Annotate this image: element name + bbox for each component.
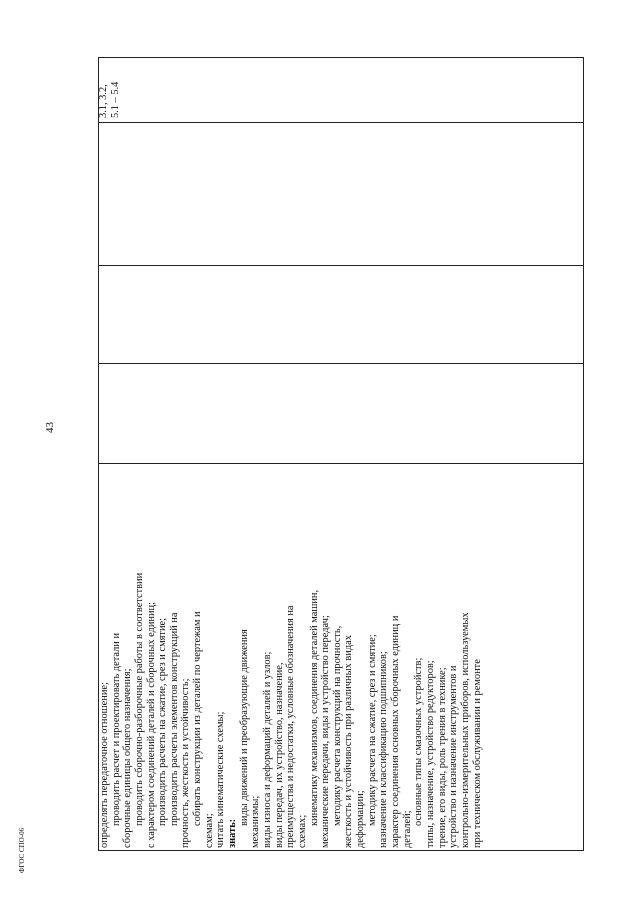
text-line: с характером соединений деталей и сборочных единиц; [145, 601, 157, 848]
text-line: деталей; [401, 810, 413, 848]
text-line: определять передаточное отношение; [99, 682, 110, 848]
text-line: трение, его виды, роль трения в технике; [436, 667, 448, 848]
text-line: методику расчета конструкций на прочность, [331, 625, 343, 826]
text-line: основные типы смазочных устройств; [413, 657, 425, 826]
text-line: назначение и классификацию подшипников; [378, 651, 390, 848]
text-line: контрольно-измерительных приборов, используемых [459, 612, 471, 848]
text-line: виды движений и преобразующие движения [238, 629, 250, 826]
text-line: производить расчеты элементов конструкций на [168, 612, 180, 826]
reference-line-1: 3.1, 3.2, [98, 84, 109, 118]
table-border-bottom [98, 850, 584, 851]
text-line: схемам; [203, 813, 215, 848]
text-line: типы, назначение, устройство редукторов; [424, 660, 436, 848]
text-line: деформации; [355, 790, 367, 848]
text-line: преимущества и недостатки, условные обозначения на [285, 605, 297, 848]
text-line: сборочные единицы общего назначения; [122, 668, 134, 848]
text-line: характер соединения основных сборочных единиц и [390, 615, 402, 848]
text-line: механизмы; [250, 795, 262, 848]
text-line: виды передач, их устройство, назначение, [273, 662, 285, 848]
text-line: виды износа и деформаций деталей и узлов; [261, 651, 273, 848]
page-number: 43 [44, 422, 56, 433]
table-border-right [583, 57, 584, 851]
text-line: проводить расчет и проектировать детали и [110, 632, 122, 826]
text-line: собирать конструкции из деталей по чертежам и [192, 611, 204, 826]
text-line: производить расчеты на сжатие, срез и смятие; [157, 617, 169, 826]
text-line: жесткость и устойчивость при различных видах [343, 635, 355, 848]
reference-line-2: 5.1 – 5.4 [109, 81, 121, 118]
text-line: механические передачи, виды и устройство передач; [320, 615, 332, 848]
text-line: читать кинематические схемы; [215, 711, 227, 848]
text-line: кинематику механизмов, соединения деталей машин, [308, 589, 320, 826]
text-line: при техническом обслуживании и ремонте [471, 659, 483, 848]
text-line: знать: [227, 818, 239, 848]
text-line: устройство и назначение инструментов и [448, 665, 460, 848]
footer-label: ФГОС СПО-06 [18, 827, 26, 873]
text-line: методику расчета на сжатие, срез и смятие; [366, 634, 378, 826]
competence-text-cell [99, 58, 483, 848]
text-line: проводить сборочно-разборочные работы в соответствии [133, 572, 145, 826]
text-line: прочность, жесткость и устойчивость; [180, 678, 192, 848]
text-line: схемах; [296, 814, 308, 848]
